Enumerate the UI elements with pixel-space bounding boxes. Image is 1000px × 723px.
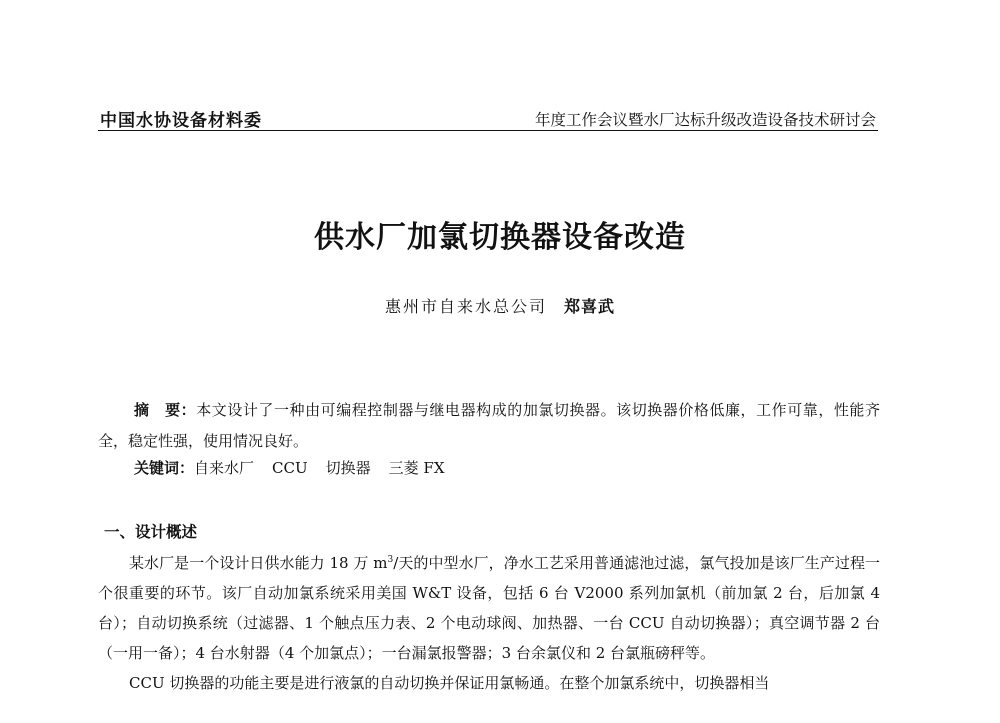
header-right: 年度工作会议暨水厂达标升级改造设备技术研讨会 [534,111,876,129]
keyword-4: 三菱 FX [388,459,445,477]
author-line [0,294,1000,317]
abstract-label: 摘 要： [134,401,197,419]
paragraph-2: CCU 切换器的功能主要是进行液氯的自动切换并保证用氯畅通。在整个加氯系统中，切换器相当 [129,674,770,692]
header-left: 中国水协设备材料委 [100,111,262,131]
section-heading: 一、设计概述 [104,523,198,541]
body-text [98,548,880,698]
abstract [98,395,880,457]
superscript: 3 [387,555,394,565]
keyword-2: CCU [272,459,308,477]
paragraph-1-part-b: /天的中型水厂，净水工艺采用普通滤池过滤，氯气投加是该厂生产过程一个很重要的环节。该厂自动加氯系统采用美国 W&T 设备，包括 6 台 V2000 系列加氯机（前加氯 2 台，后加氯 4 台）；自动切换系统（过滤器、1 个触点压力表、2 个电动球阀、加热器、一台 CCU 自动切换器）；真空调节器 2 台（一用一备）；4 台水射器（4 个加氯点）；一台漏氯报警器；3 台余氯仪和 2 台氯瓶磅秤等。 [98,554,880,662]
paper-title: 供水厂加氯切换器设备改造 [314,220,686,255]
keyword-3: 切换器 [325,459,371,477]
keywords-label: 关键词： [134,459,195,477]
author-name: 郑喜武 [564,297,616,316]
paragraph-1 [98,548,880,668]
keyword-1: 自来水厂 [194,459,255,477]
paragraph-1-part-a: 某水厂是一个设计日供水能力 18 万 m [129,554,388,572]
running-header [98,106,878,131]
abstract-text: 本文设计了一种由可编程控制器与继电器构成的加氯切换器。该切换器价格低廉，工作可靠，性能齐全，稳定性强，使用情况良好。 [98,401,880,450]
keywords [134,457,463,478]
author-organization: 惠州市自来水总公司 [384,297,547,316]
